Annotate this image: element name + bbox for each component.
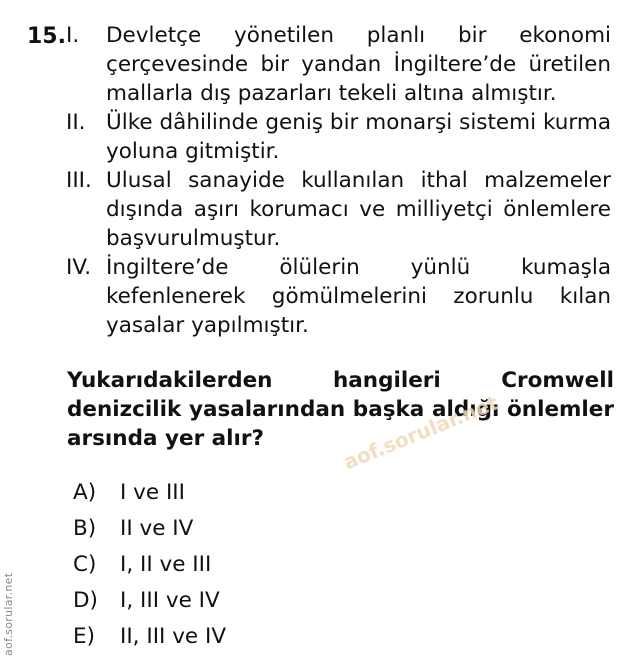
statement-label: III. (66, 168, 92, 193)
option-b[interactable] (73, 511, 226, 547)
option-letter: C) (73, 552, 97, 577)
answer-options (73, 475, 226, 655)
option-text: II, III ve IV (120, 624, 227, 649)
question-stem: Yukarıdakilerden hangileri Cromwell denizcilik yasalarından başka aldığı önlemler arsında yer alır? (67, 368, 614, 451)
watermark-diagonal: aof.sorular.net (340, 390, 502, 475)
statement-text: Devletçe yönetilen planlı bir ekonomi çerçevesinde bir yandan İngiltere’de üretilen mallarla dış pazarları tekeli altına almıştır. (106, 23, 611, 106)
option-c[interactable] (73, 547, 226, 583)
option-letter: A) (73, 480, 97, 505)
option-text: I ve III (120, 480, 185, 505)
option-text: I, II ve III (120, 552, 212, 577)
option-d[interactable] (73, 583, 226, 619)
statement-text: Ülke dâhilinde geniş bir monarşi sistemi kurma yoluna gitmiştir. (106, 110, 611, 164)
statement-label: II. (66, 110, 86, 135)
option-a[interactable] (73, 475, 226, 511)
watermark-side: aof.sorular.net (2, 572, 15, 656)
option-e[interactable] (73, 619, 226, 655)
option-letter: B) (73, 516, 97, 541)
statement-text: İngiltere’de ölülerin yünlü kumaşla kefenlenerek gömülmelerini zorunlu kılan yasalar yapılmıştır. (106, 255, 611, 338)
option-text: I, III ve IV (120, 588, 220, 613)
option-letter: D) (73, 588, 98, 613)
option-letter: E) (73, 624, 95, 649)
statement-2 (66, 108, 611, 166)
statement-4 (66, 253, 611, 340)
statement-text: Ulusal sanayide kullanılan ithal malzemeler dışında aşırı korumacı ve milliyetçi önlemlere başvurulmuştur. (106, 168, 611, 251)
statement-list (66, 21, 611, 340)
statement-label: I. (66, 23, 80, 48)
option-text: II ve IV (120, 516, 194, 541)
statement-3 (66, 166, 611, 253)
question-number: 15. (27, 24, 66, 49)
statement-label: IV. (66, 255, 92, 280)
statement-1 (66, 21, 611, 108)
